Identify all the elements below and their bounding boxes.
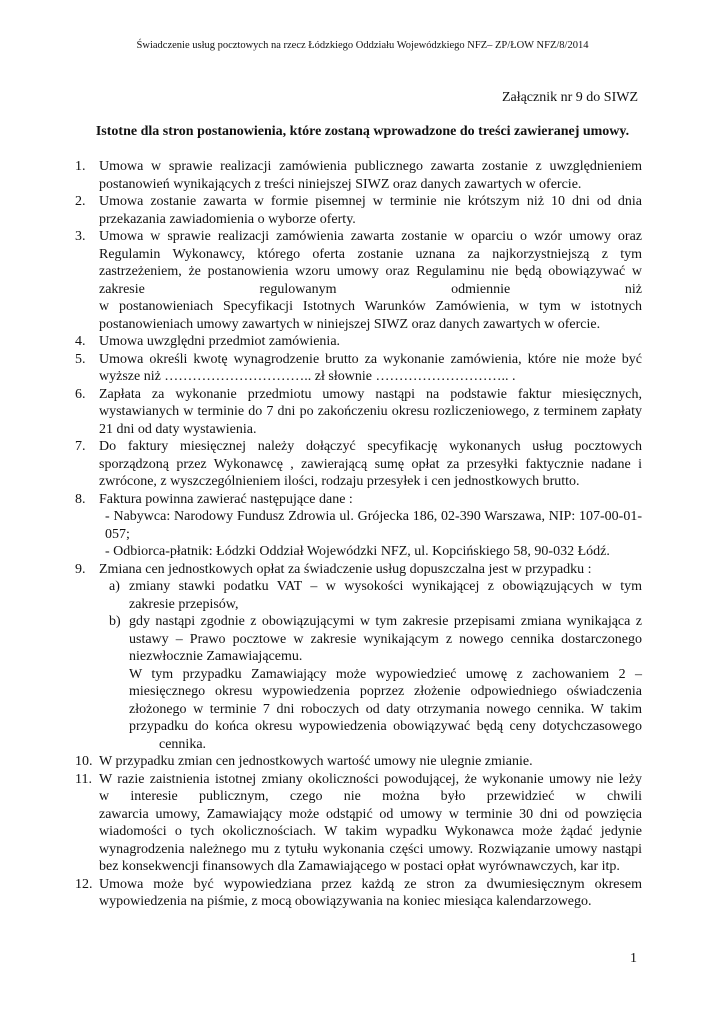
item-text-line: sporządzoną przez Wykonawcę , zawierającą sumę opłat za przesyłki faktycznie nadane i [99, 456, 642, 472]
sub-item-text-line: przypadku do końca okresu wypowiedzenia obowiązywać będą ceny dotychczasowego [129, 719, 642, 734]
buyer-line: - Nabywca: Narodowy Fundusz Zdrowia ul. Grójecka 186, 02-390 Warszawa, NIP: 107-00-01- [105, 509, 642, 524]
sub-item-a [109, 578, 642, 613]
item-text-line: wystawianych w terminie do 7 dni po zakończeniu okresu rozliczeniowego, z terminem zapłaty [99, 404, 642, 419]
buyer-line-cont: 057; [105, 526, 130, 542]
item-text-line: w postanowieniach Specyfikacji Istotnych Warunków Zamówienia, w tym w istotnych [99, 299, 642, 314]
sub-item-text-line: złożonego w terminie 7 dni roboczych od daty otrzymania nowego cennika. W takim [129, 701, 642, 717]
item-number: 8. [75, 491, 86, 507]
item-text-line: wynagrodzenia należnego mu z tytułu wykonania części umowy. Rozwiązanie umowy nastąpi [99, 841, 642, 857]
list-item-5 [75, 351, 642, 386]
payer-line: - Odbiorca-płatnik: Łódzki Oddział Wojewódzki NFZ, ul. Kopcińskiego 58, 90-032 Łódź. [105, 544, 610, 559]
page-header: Świadczenie usług pocztowych na rzecz Łódzkiego Oddziału Wojewódzkiego NFZ– ZP/ŁOW NFZ/8/2014 [136, 40, 589, 51]
item-text-line: postanowieniach umowy zawartych w niniejszej SIWZ oraz danych zawartych w ofercie. [99, 316, 601, 332]
item-number: 10. [75, 754, 93, 769]
document-title: Istotne dla stron postanowienia, które zostaną wprowadzone do treści zawieranej umowy. [95, 124, 630, 139]
item-text-line: W razie zaistnienia istotnej zmiany okoliczności powodującej, że wykonanie umowy nie leży [99, 771, 642, 787]
list-item-1 [75, 158, 642, 193]
list-item-12 [75, 876, 642, 911]
item-text-line: wiadomości o tych okolicznościach. W takim wypadku Wykonawca może żądać jedynie [99, 824, 642, 839]
sub-item-text-line: cennika. [159, 736, 207, 752]
item-text-line: wyższe niż ………………………….. zł słownie ……………………….. . [99, 369, 516, 384]
item-text-line: bez konsekwencji finansowych dla Zamawiającego w postaci opłat wyrównawczych, kar itp. [99, 859, 620, 874]
item-text-line: W przypadku zmian cen jednostkowych wartość umowy nie ulegnie zmianie. [99, 754, 533, 769]
list-item-11 [75, 771, 642, 876]
item-text-line: Regulamin Wykonawcy, którego oferta zostanie uznana za najkorzystniejszą z tym [99, 246, 642, 262]
item-text-line: Umowa określi kwotę wynagrodzenie brutto za wykonanie zamówienia, które nie może być [99, 351, 642, 367]
item-number: 6. [75, 386, 86, 402]
sub-item-text-line: ustawy – Prawo pocztowe w zakresie wynikającym z nowego cennika dostarczonego [129, 631, 642, 647]
item-text-line: przekazania zawiadomienia o wyborze oferty. [99, 211, 356, 227]
list-item-4 [75, 333, 642, 351]
sub-item-text-line: gdy nastąpi zgodnie z obowiązującymi w tym zakresie przepisami zmiana wynikająca z [129, 614, 642, 629]
list-item-7 [75, 438, 642, 491]
list-item-3 [75, 228, 642, 333]
item-text-line: Zmiana cen jednostkowych opłat za świadczenie usług dopuszczalna jest w przypadku : [99, 561, 592, 577]
sub-item-text-line: niezwłocznie Zamawiającemu. [129, 649, 303, 664]
item-text-line: 21 dni od daty wystawienia. [99, 421, 257, 437]
item-number: 1. [75, 159, 86, 174]
sub-item-label: a) [109, 579, 120, 594]
item-text-line: Umowa zostanie zawarta w formie pisemnej w terminie nie krótszym niż 10 dni od dnia [99, 194, 642, 209]
item-text-line: Umowa w sprawie realizacji zamówienia publicznego zawarta zostanie z uwzględnieniem [99, 159, 642, 174]
item-number: 3. [75, 229, 86, 244]
contract-provisions-list [75, 158, 642, 911]
item-number: 4. [75, 334, 86, 349]
item-number: 12. [75, 876, 93, 892]
item-number: 5. [75, 351, 86, 367]
annex-label: Załącznik nr 9 do SIWZ [501, 90, 638, 105]
item-text-line: Faktura powinna zawierać następujące dane : [99, 491, 353, 507]
page-number: 1 [630, 951, 637, 966]
list-item-9 [75, 561, 642, 754]
item-text-line: Do faktury miesięcznej należy dołączyć specyfikację wykonanych usług pocztowych [99, 439, 642, 454]
sub-item-text-line: zmiany stawki podatku VAT – w wysokości wynikającej z obowiązujących w tym [129, 579, 642, 594]
item-text-line: Umowa uwzględni przedmiot zamówienia. [99, 334, 341, 349]
item-number: 9. [75, 561, 86, 577]
item-number: 2. [75, 194, 86, 209]
sub-item-b [109, 613, 642, 753]
sub-item-label: b) [109, 614, 121, 629]
sub-item-text-line: W tym przypadku Zamawiający może wypowiedzieć umowę z zachowaniem 2 – [129, 666, 642, 682]
item-text-line: zwrócone, z wyszczególnieniem ilości, rodzaju przesyłek i cen jednostkowych brutto. [99, 474, 580, 489]
list-item-2 [75, 193, 642, 228]
item-text-line: Zapłata za wykonanie przedmiotu umowy nastąpi na podstawie faktur miesięcznych, [99, 386, 642, 402]
item-text-line: zastrzeżeniem, że postanowienia wzoru umowy oraz Regulaminu nie będą obowiązywać w [99, 264, 642, 279]
item-number: 11. [75, 771, 92, 787]
list-item-10 [75, 753, 642, 771]
item-text-line: zawarcia umowy, Zamawiający może odstąpić od umowy w terminie 30 dni od powzięcia [99, 806, 642, 822]
list-item-8 [75, 491, 642, 561]
item-text-line: Umowa może być wypowiedziana przez każdą ze stron za dwumiesięcznym okresem [99, 876, 642, 892]
item-text-line: w interesie publicznym, czego nie można było przewidzieć w chwili [99, 789, 642, 804]
list-item-6 [75, 386, 642, 439]
item-text-line: zakresie regulowanym odmiennie niż [99, 281, 642, 297]
item-text-line: Umowa w sprawie realizacji zamówienia zawarta zostanie w oparciu o wzór umowy oraz [99, 229, 642, 244]
item-text-line: postanowień wynikających z treści niniejszej SIWZ oraz danych zawartych w ofercie. [99, 176, 582, 192]
item-text-line: wypowiedzenia na piśmie, z mocą obowiązywania na koniec miesiąca kalendarzowego. [99, 894, 592, 909]
item-number: 7. [75, 439, 86, 454]
sub-item-text-line: zakresie przepisów, [129, 596, 239, 612]
sub-item-text-line: miesięcznego okresu wypowiedzenia poprzez złożenie odpowiedniego oświadczenia [129, 684, 642, 699]
